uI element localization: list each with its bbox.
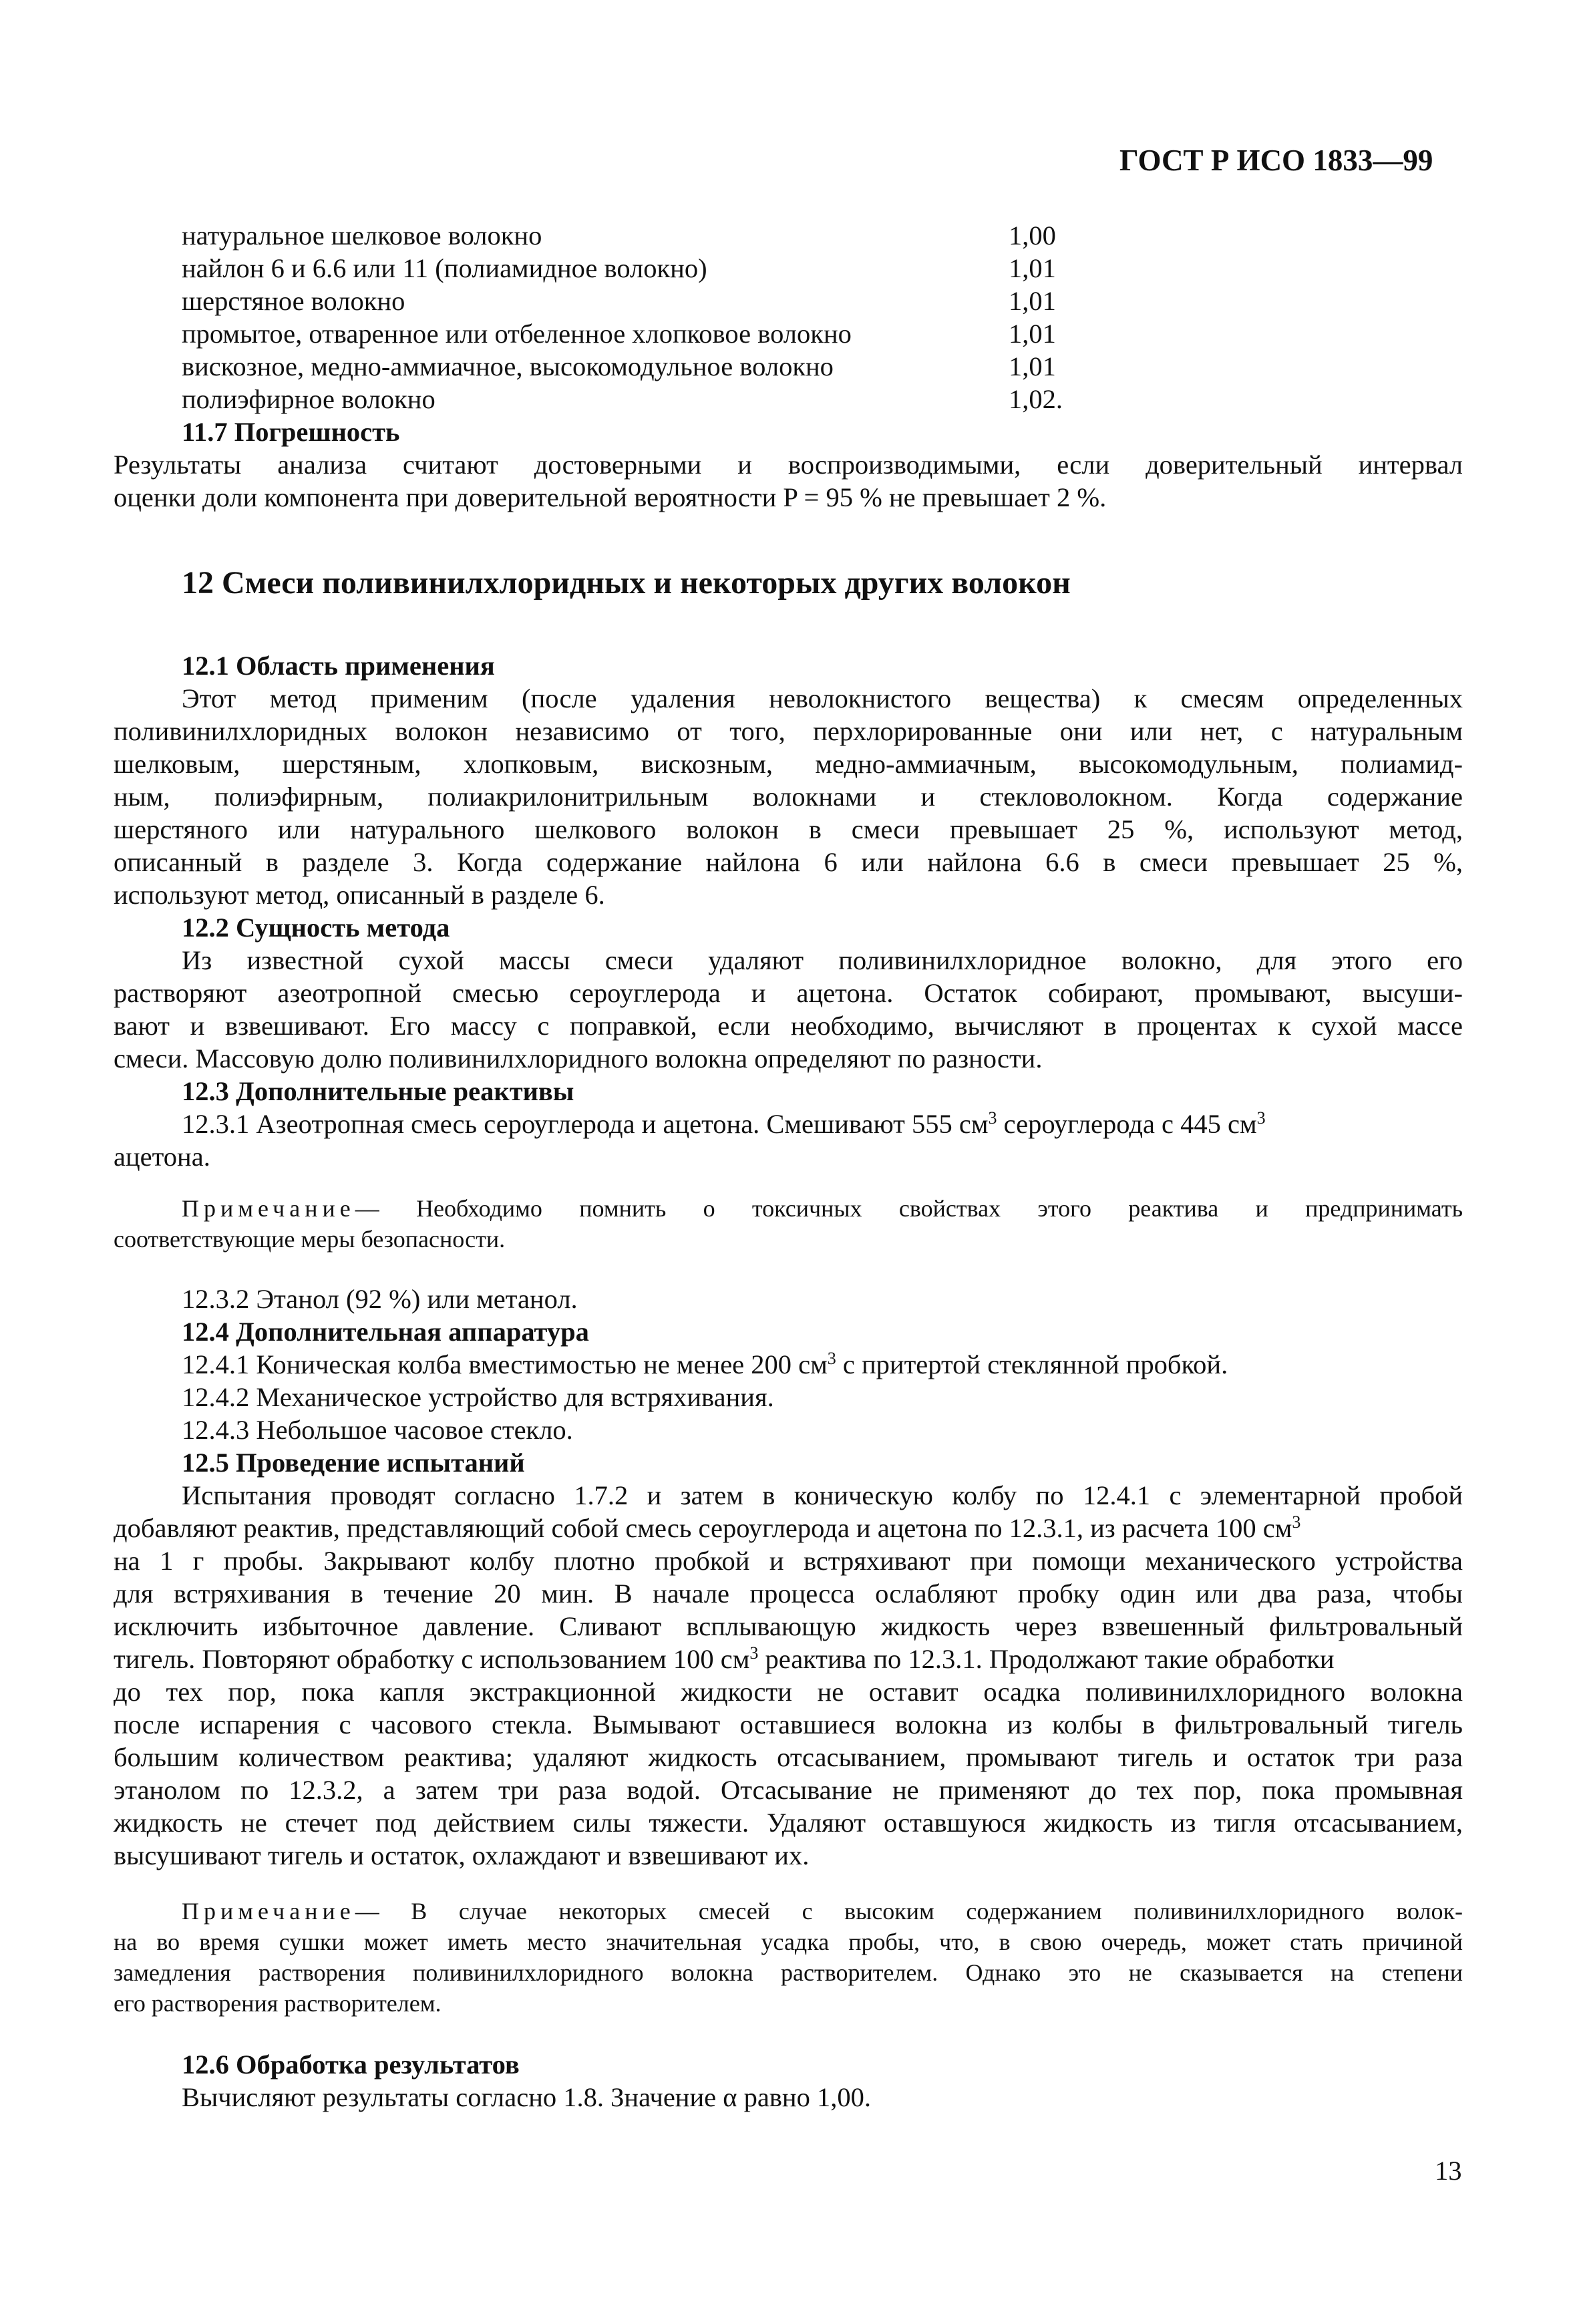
document-header: ГОСТ Р ИСО 1833—99 <box>1119 144 1433 177</box>
coefficient-value: 1,01 <box>1009 253 1056 283</box>
paragraph-line: используют метод, описанный в разделе 6. <box>114 880 605 910</box>
paragraph-line: 12.3.2 Этанол (92 %) или метанол. <box>182 1284 578 1314</box>
section-heading-12-4: 12.4 Дополнительная аппаратура <box>182 1317 589 1347</box>
text-span: с притертой стеклянной пробкой. <box>836 1349 1228 1379</box>
coefficient-fiber: полиэфирное волокно <box>182 384 435 414</box>
paragraph-line: описанный в разделе 3. Когда содержание найлона 6 или найлона 6.6 в смеси превышает 25 %, <box>114 847 1463 877</box>
paragraph-line: исключить избыточное давление. Сливают всплывающую жидкость через взвешенный фильтровальный <box>114 1611 1463 1641</box>
paragraph-line: оценки доли компонента при доверительной вероятности P = 95 % не превышает 2 %. <box>114 482 1107 512</box>
coefficient-fiber: вискозное, медно-аммиачное, высокомодульное волокно <box>182 351 834 381</box>
coefficient-value: 1,02. <box>1009 384 1063 414</box>
paragraph-line: для встряхивания в течение 20 мин. В начале процесса ослабляют пробку один или два раза, чтобы <box>114 1579 1463 1609</box>
section-heading-12-3: 12.3 Дополнительные реактивы <box>182 1076 574 1106</box>
paragraph-line <box>114 1643 1335 1676</box>
paragraph-line: шерстяного или натурального шелкового волокон в смеси превышает 25 %, используют метод, <box>114 814 1463 844</box>
paragraph-line: Вычисляют результаты согласно 1.8. Значение α равно 1,00. <box>182 2082 871 2112</box>
paragraph-line: вают и взвешивают. Его массу с поправкой, если необходимо, вычисляют в процентах к сухой массе <box>114 1011 1463 1041</box>
note-line: его растворения растворителем. <box>114 1990 442 2017</box>
paragraph-line: шелковым, шерстяным, хлопковым, вискозным, медно-аммиачным, высокомодульным, полиамид- <box>114 749 1463 779</box>
page-number: 13 <box>1435 2156 1462 2186</box>
paragraph-line: растворяют азеотропной смесью сероуглерода и ацетона. Остаток собирают, промывают, высуши- <box>114 978 1463 1008</box>
paragraph-line: Из известной сухой массы смеси удаляют поливинилхлоридное волокно, для этого его <box>182 945 1463 975</box>
section-heading-12-6: 12.6 Обработка результатов <box>182 2049 520 2080</box>
paragraph-line: высушивают тигель и остаток, охлаждают и взвешивают их. <box>114 1840 810 1870</box>
note-text: — В случае некоторых смесей с высоким содержанием поливинилхлоридного волок- <box>355 1898 1463 1925</box>
note-line: на во время сушки может иметь место значительная усадка пробы, что, в свою очередь, может стать причиной <box>114 1929 1463 1955</box>
section-heading-11-7: 11.7 Погрешность <box>182 417 400 447</box>
paragraph-line: Испытания проводят согласно 1.7.2 и затем в коническую колбу по 12.4.1 с элементарной пробой <box>182 1480 1463 1510</box>
paragraph-line <box>114 1512 1300 1545</box>
coefficient-value: 1,00 <box>1009 220 1056 251</box>
paragraph-line: ацетона. <box>114 1142 210 1172</box>
note-text: — Необходимо помнить о токсичных свойствах этого реактива и предпринимать <box>355 1195 1463 1222</box>
text-span: 12.4.1 Коническая колба вместимостью не менее 200 см <box>182 1349 828 1379</box>
note-line: соответствующие меры безопасности. <box>114 1226 506 1253</box>
paragraph-line: большим количеством реактива; удаляют жидкость отсасыванием, промывают тигель и остаток три раза <box>114 1742 1463 1772</box>
note-label: Примечание <box>182 1898 355 1925</box>
text-span: 12.3.1 Азеотропная смесь сероуглерода и ацетона. Смешивают 555 см <box>182 1109 989 1139</box>
note-line <box>182 1896 1463 1927</box>
superscript: 3 <box>988 1108 997 1128</box>
text-span: добавляют реактив, представляющий собой смесь сероуглерода и ацетона по 12.3.1, из расчета 100 см <box>114 1513 1292 1543</box>
note-line: замедления растворения поливинилхлоридного волокна растворителем. Однако это не сказывается на степени <box>114 1959 1463 1986</box>
coefficient-fiber: натуральное шелковое волокно <box>182 220 542 251</box>
coefficient-value: 1,01 <box>1009 286 1056 316</box>
paragraph-line <box>182 1108 1266 1141</box>
note-label: Примечание <box>182 1195 355 1222</box>
coefficient-value: 1,01 <box>1009 319 1056 349</box>
section-heading-12-5: 12.5 Проведение испытаний <box>182 1448 525 1478</box>
superscript: 3 <box>1292 1512 1301 1532</box>
paragraph-line: этанолом по 12.3.2, а затем три раза водой. Отсасывание не применяют до тех пор, пока промывная <box>114 1775 1463 1805</box>
section-heading-12-2: 12.2 Сущность метода <box>182 912 450 943</box>
paragraph-line: до тех пор, пока капля экстракционной жидкости не оставит осадка поливинилхлоридного волокна <box>114 1677 1463 1707</box>
paragraph-line: поливинилхлоридных волокон независимо от того, перхлорированные они или нет, с натуральным <box>114 716 1463 746</box>
coefficient-fiber: шерстяное волокно <box>182 286 405 316</box>
coefficient-value: 1,01 <box>1009 351 1056 381</box>
paragraph-line: Этот метод применим (после удаления неволокнистого вещества) к смесям определенных <box>182 683 1463 713</box>
section-heading-12-1: 12.1 Область применения <box>182 651 495 681</box>
text-span: реактива по 12.3.1. Продолжают такие обработки <box>758 1644 1335 1674</box>
text-span: тигель. Повторяют обработку с использованием 100 см <box>114 1644 750 1674</box>
note-line <box>182 1193 1463 1224</box>
superscript: 3 <box>749 1643 759 1663</box>
section-title: 12 Смеси поливинилхлоридных и некоторых других волокон <box>182 565 1071 601</box>
paragraph-line: смеси. Массовую долю поливинилхлоридного волокна определяют по разности. <box>114 1043 1043 1073</box>
superscript: 3 <box>1256 1108 1266 1128</box>
paragraph-line: Результаты анализа считают достоверными и воспроизводимыми, если доверительный интервал <box>114 450 1463 480</box>
superscript: 3 <box>827 1349 836 1368</box>
paragraph-line <box>182 1348 1228 1381</box>
paragraph-line: 12.4.3 Небольшое часовое стекло. <box>182 1415 573 1445</box>
paragraph-line: ным, полиэфирным, полиакрилонитрильным волокнами и стекловолокном. Когда содержание <box>114 782 1463 812</box>
paragraph-line: жидкость не стечет под действием силы тяжести. Удаляют оставшуюся жидкость из тигля отсасыванием, <box>114 1808 1463 1838</box>
paragraph-line: 12.4.2 Механическое устройство для встряхивания. <box>182 1382 774 1412</box>
coefficient-fiber: найлон 6 и 6.6 или 11 (полиамидное волокно) <box>182 253 707 283</box>
text-span: сероуглерода с 445 см <box>997 1109 1257 1139</box>
paragraph-line: после испарения с часового стекла. Вымывают оставшиеся волокна из колбы в фильтровальный тигель <box>114 1709 1463 1739</box>
coefficient-fiber: промытое, отваренное или отбеленное хлопковое волокно <box>182 319 852 349</box>
paragraph-line: на 1 г пробы. Закрывают колбу плотно пробкой и встряхивают при помощи механического устройства <box>114 1546 1463 1576</box>
